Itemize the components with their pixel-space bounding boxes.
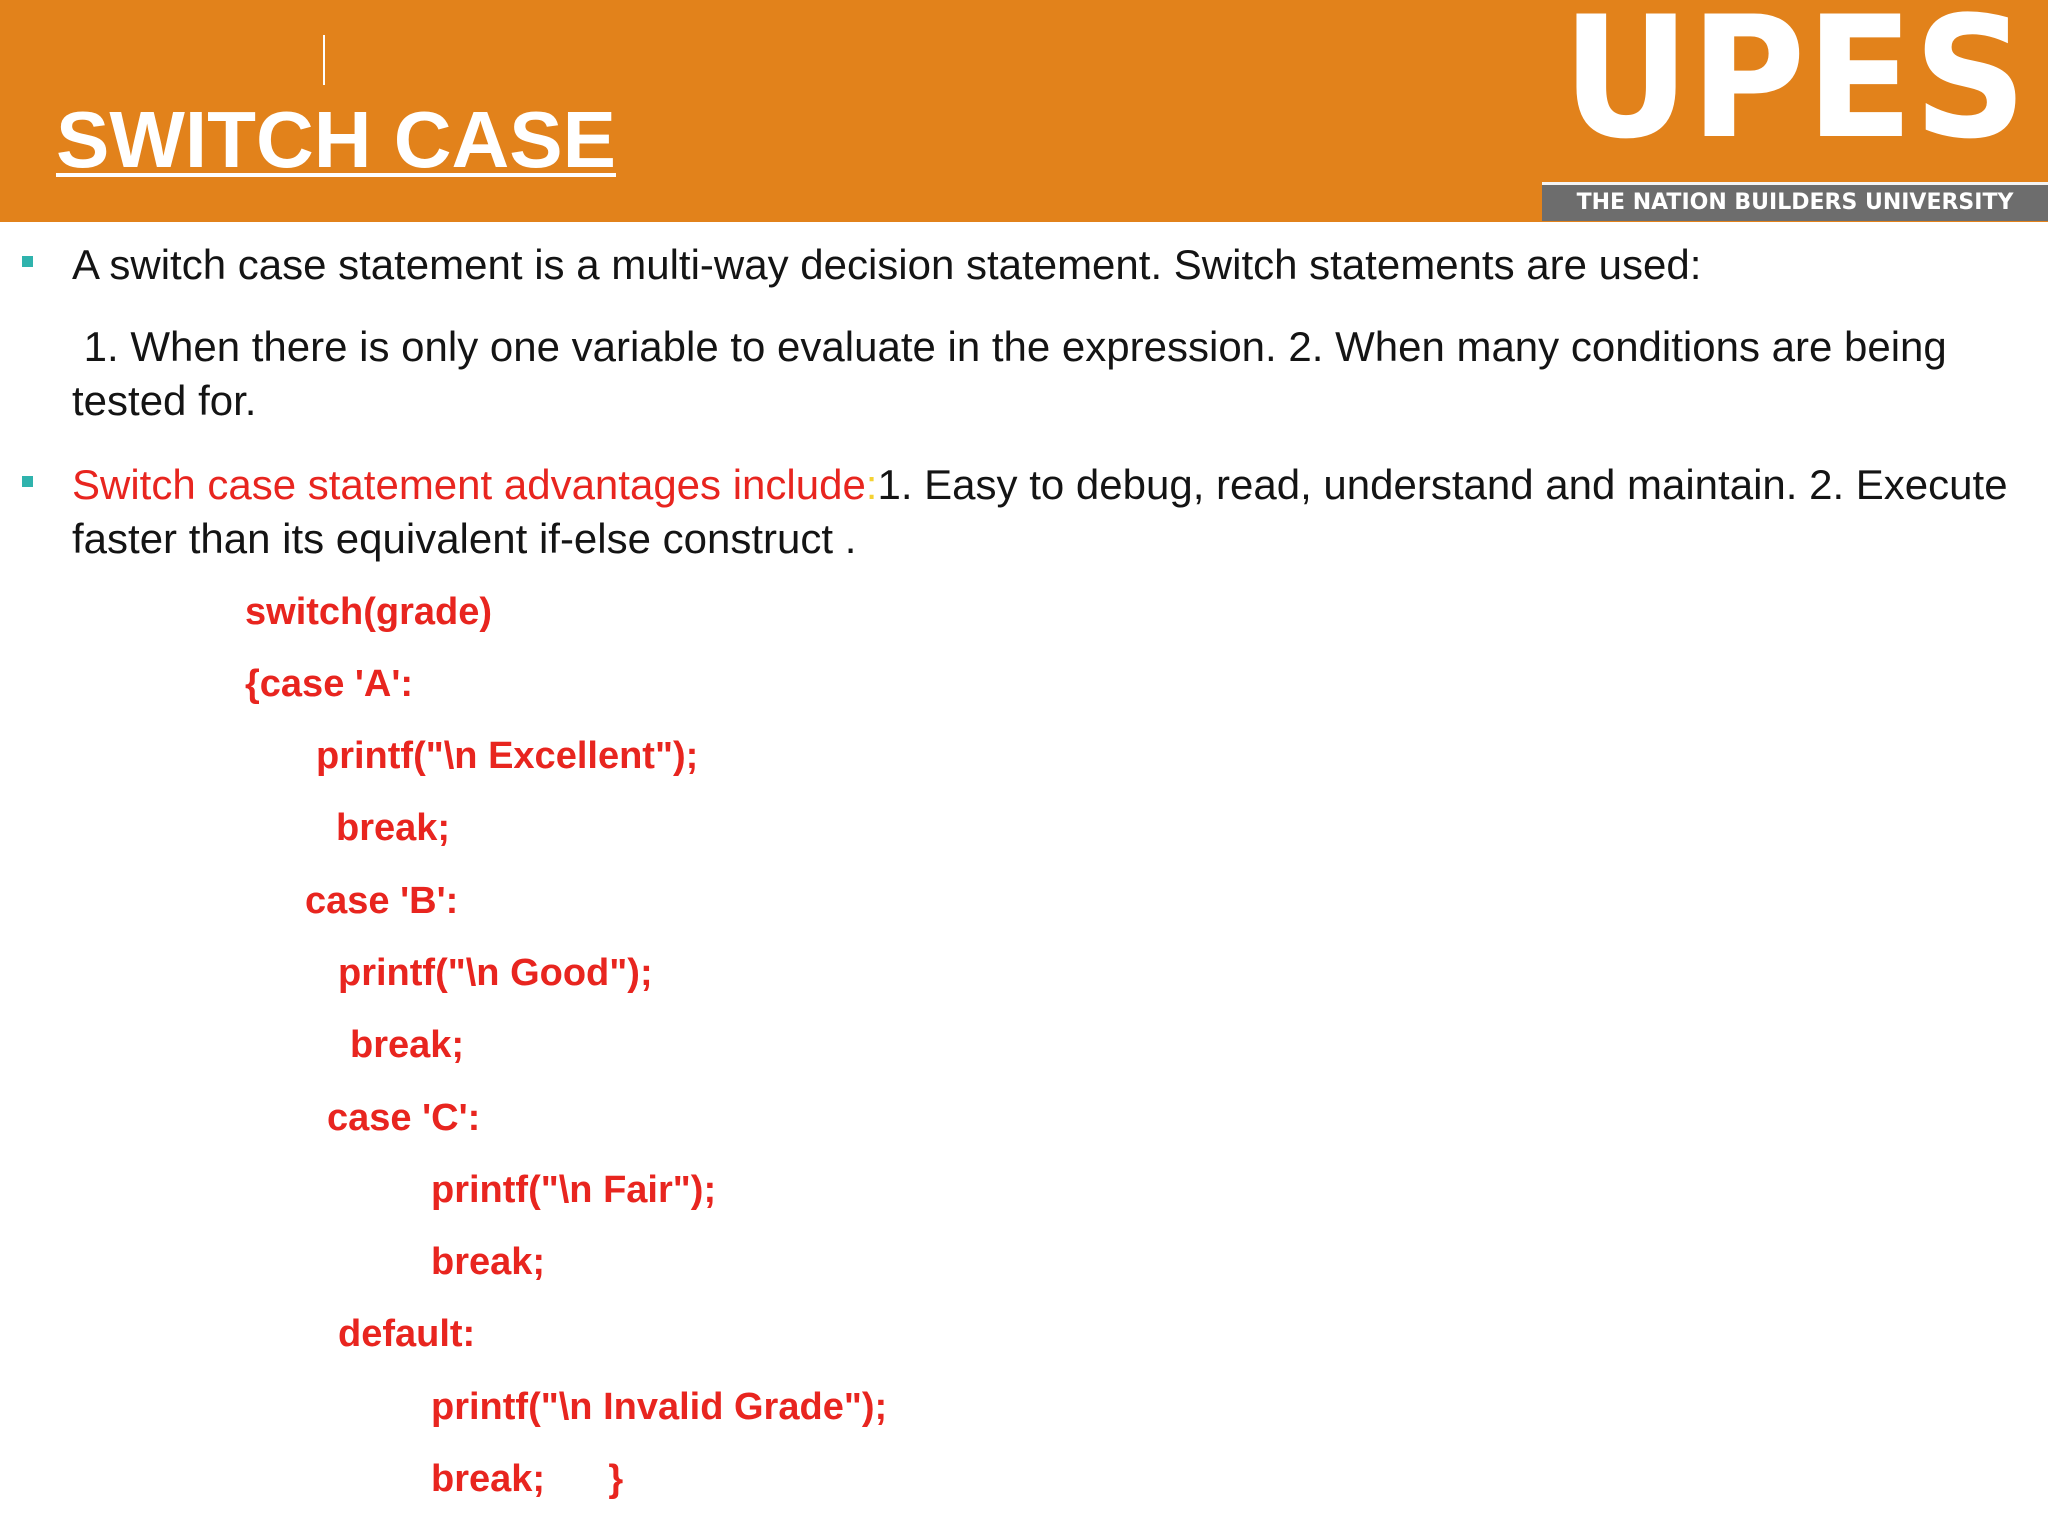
code-line: printf("\n Excellent"); (316, 735, 699, 777)
code-line: {case 'A': (245, 663, 414, 705)
advantages-colon: : (865, 461, 878, 508)
upes-wordmark-text: UPES (1562, 8, 2027, 158)
code-line: printf("\n Invalid Grade"); (431, 1386, 888, 1428)
upes-logo (1542, 0, 2048, 222)
code-line: break; (350, 1024, 465, 1066)
code-line: break; } (431, 1458, 624, 1500)
bullet-square-icon (22, 256, 33, 267)
bullet-continuation: 1. When there is only one variable to evaluate in the expression. 2. When many conditions are being tested for. (72, 323, 1959, 424)
code-line: break; (431, 1241, 546, 1283)
upes-wordmark-graphic (1562, 8, 2032, 158)
bullet-item-advantages (22, 458, 2012, 578)
code-line: printf("\n Fair"); (431, 1169, 717, 1211)
upes-tagline: THE NATION BUILDERS UNIVERSITY (1542, 182, 2048, 221)
code-line: switch(grade) (245, 591, 493, 633)
bullet-text: A switch case statement is a multi-way decision statement. Switch statements are used: (72, 241, 1702, 288)
advantages-text: 1. Easy to debug, read, understand and maintain. 2. Execute faster than its equivalent if-else construct . (72, 461, 2008, 562)
bullet-text (72, 458, 2018, 566)
upes-wordmark (1562, 8, 2032, 158)
bullet-square-icon (22, 476, 33, 487)
advantages-highlight: Switch case statement advantages include (72, 461, 866, 508)
code-line: case 'B': (305, 880, 459, 922)
code-line: break; (336, 807, 451, 849)
title-tick-mark (323, 35, 325, 85)
bullet-item-definition (22, 238, 2012, 438)
slide-title: SWITCH CASE (56, 95, 616, 184)
code-line: default: (338, 1313, 476, 1355)
code-line: printf("\n Good"); (338, 952, 653, 994)
code-line: case 'C': (327, 1097, 481, 1139)
